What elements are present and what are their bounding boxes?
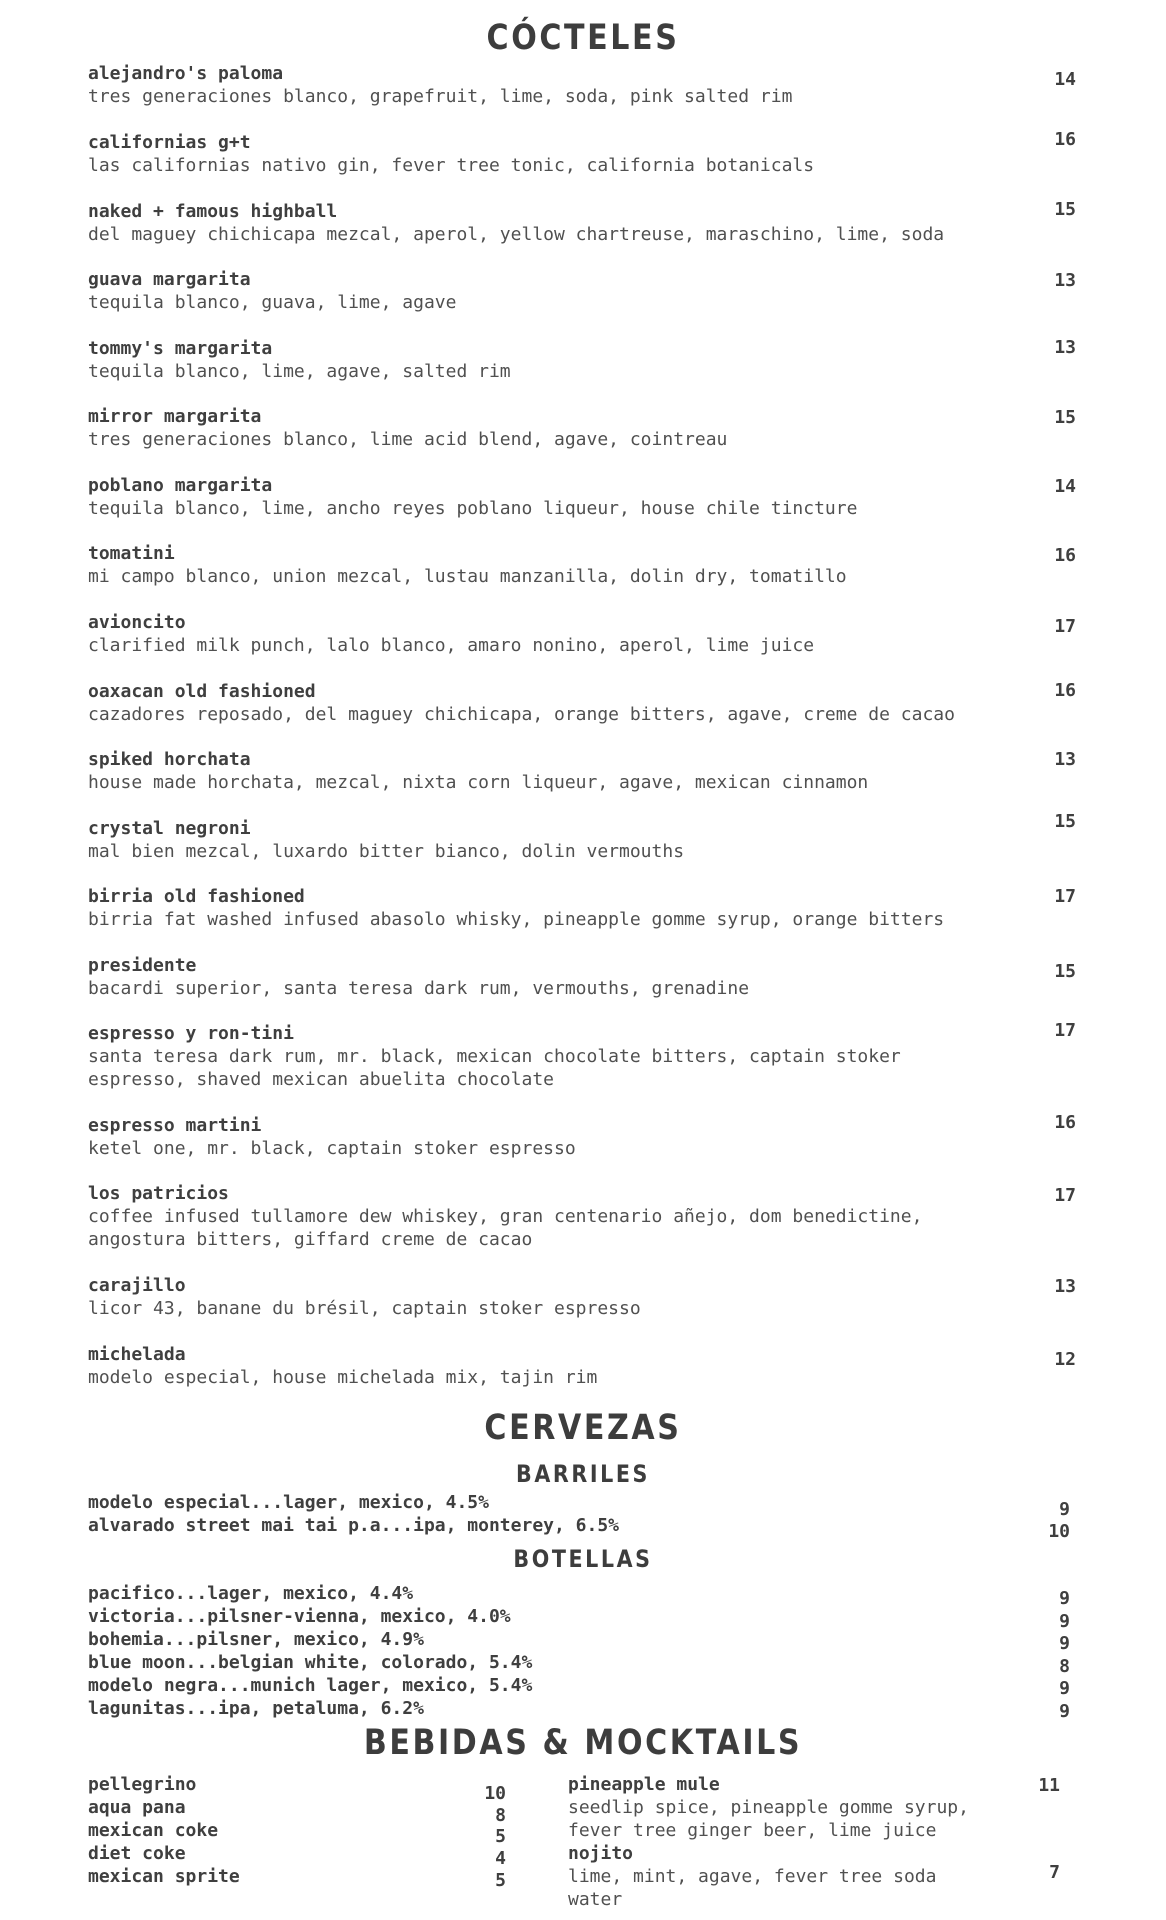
item-desc: bacardi superior, santa teresa dark rum, vermouths, grenadine (88, 978, 750, 999)
item-price: 17 (1054, 1020, 1076, 1041)
item-desc: licor 43, banane du brésil, captain stoker espresso (88, 1298, 641, 1319)
soft-drink-item: mexican coke (88, 1820, 219, 1841)
item-name: tommy's margarita (88, 338, 273, 359)
item-desc: cazadores reposado, del maguey chichicapa, orange bitters, agave, creme de cacao (88, 704, 955, 725)
item-desc: mi campo blanco, union mezcal, lustau manzanilla, dolin dry, tomatillo (88, 566, 847, 587)
beer-item: modelo especial...lager, mexico, 4.5% (88, 1492, 489, 1513)
item-desc: house made horchata, mezcal, nixta corn liqueur, agave, mexican cinnamon (88, 772, 869, 793)
item-name: espresso martini (88, 1115, 262, 1136)
cocktail-item (88, 62, 1088, 108)
item-name: oaxacan old fashioned (88, 681, 316, 702)
item-name: espresso y ron-tini (88, 1023, 294, 1044)
mocktail-item (568, 1842, 1048, 1911)
mocktail-price: 7 (1049, 1862, 1060, 1883)
item-price: 15 (1054, 811, 1076, 832)
item-price: 13 (1054, 270, 1076, 291)
cocktail-item (88, 1343, 1088, 1389)
beer-price: 10 (1048, 1521, 1070, 1542)
beer-price: 9 (1059, 1678, 1070, 1699)
beer-item: pacifico...lager, mexico, 4.4% (88, 1583, 414, 1604)
item-name: pineapple mule (568, 1774, 720, 1795)
item-desc: lime, mint, agave, fever tree soda water (568, 1866, 937, 1910)
beers-heading: CERVEZAS (484, 1408, 682, 1448)
item-price: 17 (1054, 886, 1076, 907)
beer-price: 9 (1059, 1588, 1070, 1609)
item-desc: del maguey chichicapa mezcal, aperol, yellow chartreuse, maraschino, lime, soda (88, 224, 945, 245)
item-name: alejandro's paloma (88, 63, 284, 84)
item-name: californias g+t (88, 132, 251, 153)
soft-drink-price: 5 (495, 1826, 506, 1847)
soft-drink-price: 4 (495, 1848, 506, 1869)
item-price: 16 (1054, 680, 1076, 701)
soft-drink-item: aqua pana (88, 1797, 186, 1818)
item-price: 16 (1054, 129, 1076, 150)
beer-item: alvarado street mai tai p.a...ipa, monterey, 6.5% (88, 1515, 620, 1536)
bottles-heading: BOTELLAS (513, 1545, 653, 1573)
draft-heading: BARRILES (516, 1460, 650, 1488)
item-price: 17 (1054, 616, 1076, 637)
item-desc: modelo especial, house michelada mix, tajin rim (88, 1367, 598, 1388)
soft-drink-item: diet coke (88, 1843, 186, 1864)
item-price: 15 (1054, 199, 1076, 220)
beer-price: 9 (1059, 1633, 1070, 1654)
item-price: 15 (1054, 407, 1076, 428)
beer-item: lagunitas...ipa, petaluma, 6.2% (88, 1698, 424, 1719)
item-price: 14 (1054, 69, 1076, 90)
item-name: los patricios (88, 1183, 229, 1204)
item-name: presidente (88, 955, 197, 976)
cocktail-item (88, 474, 1088, 520)
item-name: nojito (568, 1843, 634, 1864)
item-name: crystal negroni (88, 818, 251, 839)
item-price: 13 (1054, 749, 1076, 770)
item-desc: tequila blanco, lime, ancho reyes poblano liqueur, house chile tincture (88, 498, 858, 519)
item-name: poblano margarita (88, 475, 273, 496)
item-price: 13 (1054, 337, 1076, 358)
cocktail-item (88, 954, 1088, 1000)
cocktail-item (88, 1022, 1088, 1091)
item-name: birria old fashioned (88, 886, 305, 907)
soft-drink-item: pellegrino (88, 1774, 197, 1795)
item-name: naked + famous highball (88, 201, 338, 222)
item-desc: mal bien mezcal, luxardo bitter bianco, dolin vermouths (88, 841, 685, 862)
item-desc: tequila blanco, lime, agave, salted rim (88, 361, 511, 382)
item-desc: tequila blanco, guava, lime, agave (88, 292, 457, 313)
beer-item: blue moon...belgian white, colorado, 5.4% (88, 1652, 533, 1673)
item-desc: ketel one, mr. black, captain stoker espresso (88, 1138, 576, 1159)
mocktail-item (568, 1773, 1048, 1842)
cocktail-item (88, 817, 1088, 863)
item-desc: birria fat washed infused abasolo whisky, pineapple gomme syrup, orange bitters (88, 909, 945, 930)
item-desc: tres generaciones blanco, grapefruit, lime, soda, pink salted rim (88, 86, 793, 107)
item-desc: tres generaciones blanco, lime acid blend, agave, cointreau (88, 429, 728, 450)
item-name: carajillo (88, 1275, 186, 1296)
beer-price: 9 (1059, 1701, 1070, 1722)
beer-item: bohemia...pilsner, mexico, 4.9% (88, 1629, 424, 1650)
item-price: 14 (1054, 476, 1076, 497)
cocktail-item (88, 131, 1088, 177)
item-desc: seedlip spice, pineapple gomme syrup, fever tree ginger beer, lime juice (568, 1797, 969, 1841)
item-desc: clarified milk punch, lalo blanco, amaro nonino, aperol, lime juice (88, 635, 815, 656)
item-name: spiked horchata (88, 749, 251, 770)
cocktail-item (88, 542, 1088, 588)
cocktail-item (88, 1182, 1088, 1251)
soft-drink-item: mexican sprite (88, 1866, 240, 1887)
cocktails-heading: CÓCTELES (486, 18, 680, 58)
item-price: 13 (1054, 1276, 1076, 1297)
beer-price: 9 (1059, 1611, 1070, 1632)
item-desc: las californias nativo gin, fever tree tonic, california botanicals (88, 155, 815, 176)
cocktail-item (88, 268, 1088, 314)
item-price: 16 (1054, 545, 1076, 566)
beer-item: victoria...pilsner-vienna, mexico, 4.0% (88, 1606, 511, 1627)
beer-price: 9 (1059, 1499, 1070, 1520)
cocktail-item (88, 885, 1088, 931)
cocktail-item (88, 1274, 1088, 1320)
item-price: 12 (1054, 1349, 1076, 1370)
cocktail-item (88, 405, 1088, 451)
item-desc: santa teresa dark rum, mr. black, mexican chocolate bitters, captain stoker espresso, shaved mexican abuelita chocolate (88, 1046, 901, 1090)
cocktail-item (88, 611, 1088, 657)
item-name: mirror margarita (88, 406, 262, 427)
cocktail-item (88, 200, 1088, 246)
item-name: avioncito (88, 612, 186, 633)
item-desc: coffee infused tullamore dew whiskey, gran centenario añejo, dom benedictine, angostura bitters, giffard creme de cacao (88, 1206, 923, 1250)
cocktail-item (88, 748, 1088, 794)
cocktail-item (88, 680, 1088, 726)
item-price: 15 (1054, 961, 1076, 982)
item-price: 16 (1054, 1112, 1076, 1133)
item-name: michelada (88, 1344, 186, 1365)
soft-drink-price: 8 (495, 1805, 506, 1826)
cocktail-item (88, 337, 1088, 383)
beer-price: 8 (1059, 1656, 1070, 1677)
item-name: guava margarita (88, 269, 251, 290)
beer-item: modelo negra...munich lager, mexico, 5.4% (88, 1675, 533, 1696)
drinks-heading: BEBIDAS & MOCKTAILS (363, 1723, 803, 1763)
item-price: 17 (1054, 1185, 1076, 1206)
soft-drink-price: 5 (495, 1870, 506, 1891)
soft-drink-price: 10 (484, 1783, 506, 1804)
cocktail-item (88, 1114, 1088, 1160)
mocktail-price: 11 (1038, 1775, 1060, 1796)
item-name: tomatini (88, 543, 175, 564)
